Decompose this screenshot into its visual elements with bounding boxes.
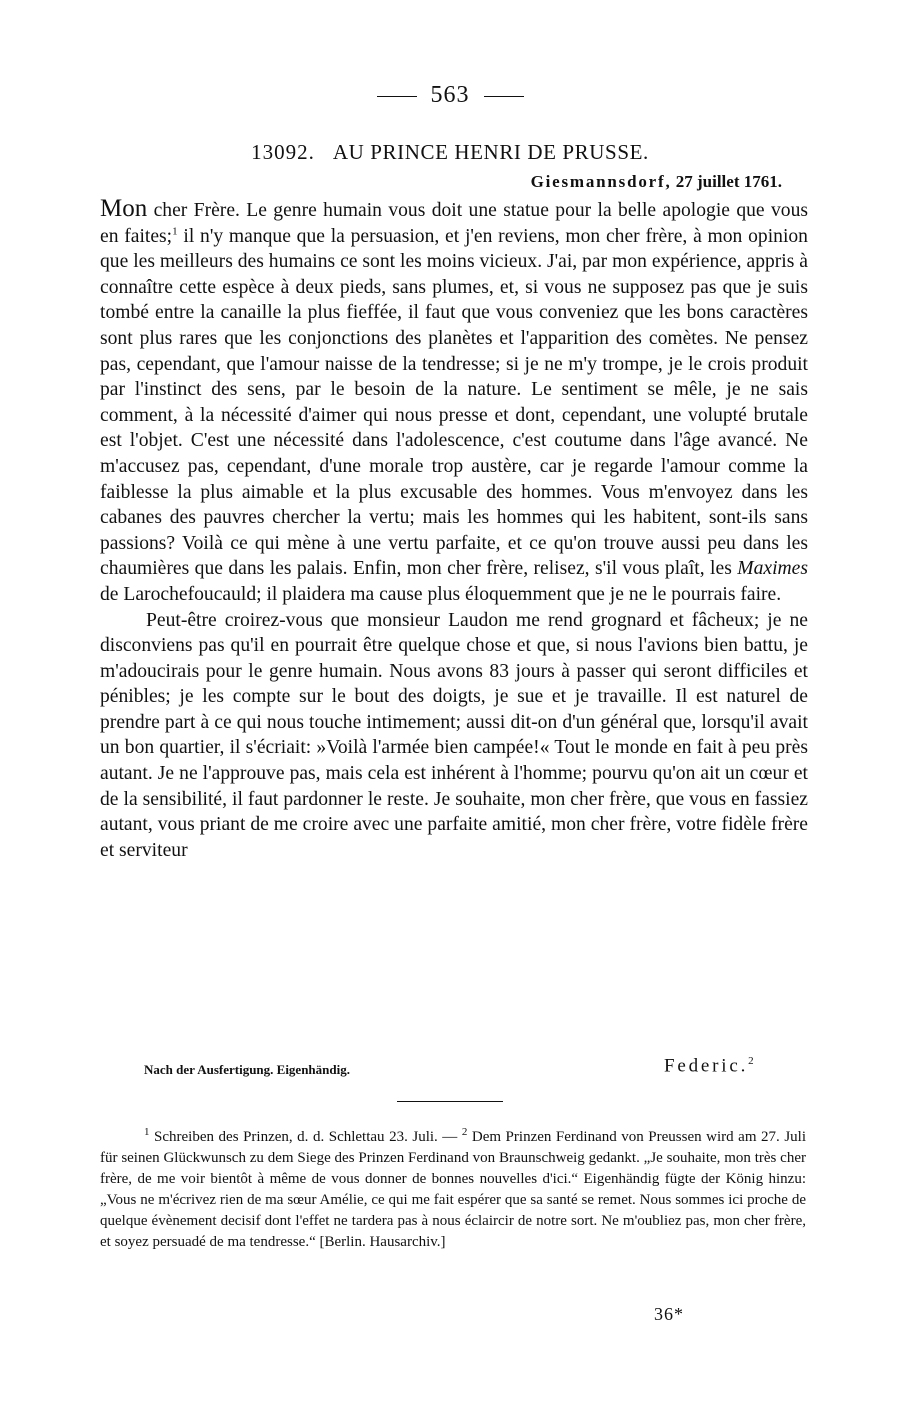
page-number-dash-right xyxy=(484,96,524,97)
signature-mark: 36* xyxy=(654,1304,684,1324)
letter-body xyxy=(100,196,808,863)
paragraph-1-italic-title: Maximes xyxy=(737,558,808,580)
page-number: 563 xyxy=(430,82,470,108)
paragraph-2: Peut-être croirez-vous que monsieur Laudon me rend grognard et fâcheux; je ne disconviens pas qu'il en pourrait être quelque chose et que, si nous l'avions bien battu, je m'adoucirais pour le genre humain. Nous avons 83 jours à passer qui seront difficiles et pénibles; je les compte sur le bout des doigts, je sue et je travaille. Il est naturel de prendre part à ce qui nous touche intimement; aussi dit-on d'un général que, lorsqu'il avait un bon quartier, il s'écriait: »Voilà l'armée bien campée!« Tout le monde en fait à peu près autant. Je ne l'approuve pas, mais cela est inhérent à l'homme; pourvu qu'on ait un cœur et de la sensibilité, il faut pardonner le reste. Je souhaite, mon cher frère, que vous en fassiez autant, vous priant de me croire avec une parfaite amitié, mon cher frère, votre fidèle frère et serviteur xyxy=(100,609,808,861)
footnote-1-text: Schreiben des Prinzen, d. d. Schlettau 23. Juli. — xyxy=(149,1129,462,1145)
footnotes xyxy=(100,1127,806,1253)
footnote-2-marker: 2 xyxy=(461,1126,468,1138)
signature-name: Federic. xyxy=(664,1055,749,1077)
letter-number: 13092. xyxy=(251,140,315,164)
footnote-text xyxy=(100,1127,806,1253)
paragraph-1-part-3: de Larochefoucauld; il plaidera ma cause plus éloquemment que je ne le pourrais faire. xyxy=(100,583,782,605)
source-note: Nach der Ausfertigung. Eigenhändig. xyxy=(144,1062,350,1077)
signature-footnote-ref: 2 xyxy=(748,1055,754,1067)
letter-place: Giesmannsdorf, xyxy=(530,172,672,191)
footnote-separator xyxy=(397,1101,503,1102)
letter-place-date xyxy=(531,172,782,192)
footnote-ref-1: 1 xyxy=(172,225,178,238)
paragraph-1-part-2: il n'y manque que la persuasion, et j'en reviens, mon cher frère, à mon opinion que les meilleurs des humains ce sont les moins vicieux. J'ai, par mon expérience, appris à connaître cette espèce à deux pieds, sans plumes, et, si vous ne supposez pas que je suis tombé entre la canaille la plus fieffée, il faut que vous conveniez que les bons caractères sont plus rares que les conjonctions des planètes et l'apparition des comètes. Ne pensez pas, cependant, que l'amour naisse de la tendresse; si je ne m'y trompe, je le crois produit par l'instinct des sens, par le besoin de la nature. Le sentiment se mêle, je ne sais comment, à la nécessité d'aimer qui nous presse et dont, cependant, une volupté brutale est l'objet. C'est une nécessité dans l'adolescence, c'est coutume dans l'âge avancé. Ne m'accusez pas, cependant, d'une morale trop austère, car je regarde l'amour comme la faiblesse la plus aimable et la plus excusable des hommes. Vous m'envoyez dans les cabanes des pauvres chercher la vertu; mais les hommes qui les habitent, sont-ils sans passions? Voilà ce qui mène à une vertu parfaite, et ce qu'on trouve aussi peu dans les chaumières que dans les palais. Enfin, mon cher frère, relisez, s'il vous plaît, les xyxy=(100,225,808,580)
paragraph-1-part-1: cher Frère. Le genre humain vous doit une statue pour la belle apologie que vous en faites; xyxy=(100,200,808,247)
letter-date: 27 juillet 1761. xyxy=(675,172,782,191)
letter-title: AU PRINCE HENRI DE PRUSSE. xyxy=(332,140,649,164)
footnote-1-marker: 1 xyxy=(144,1126,150,1138)
footnote-2-text: Dem Prinzen Ferdinand von Preussen wird am 27. Juli für seinen Glückwunsch zu dem Siege des Prinzen Ferdinand von Braunschweig gedankt. „Je souhaite, mon très cher frère, de me voir bientôt à même de vous donner de bonnes nouvelles d'ici.“ Eigenhändig fügte der König hinzu: „Vous ne m'écrivez rien de ma sœur Amélie, ce qui me fait espérer que sa santé se remet. Nous sommes ici proche de quelque évènement decisif dont l'effet ne tardera pas à nous éclaircir de notre sort. Ne m'oubliez pas, mon cher frère, et soyez persuadé de ma tendresse.“ [Berlin. Hausarchiv.] xyxy=(100,1129,806,1250)
paragraph-1 xyxy=(100,196,808,608)
page-number-line xyxy=(0,82,900,109)
letter-heading xyxy=(0,140,900,165)
signature xyxy=(664,1055,754,1077)
page-number-dash-left xyxy=(377,96,417,97)
paragraph-1-first-word: Mon xyxy=(100,195,148,222)
